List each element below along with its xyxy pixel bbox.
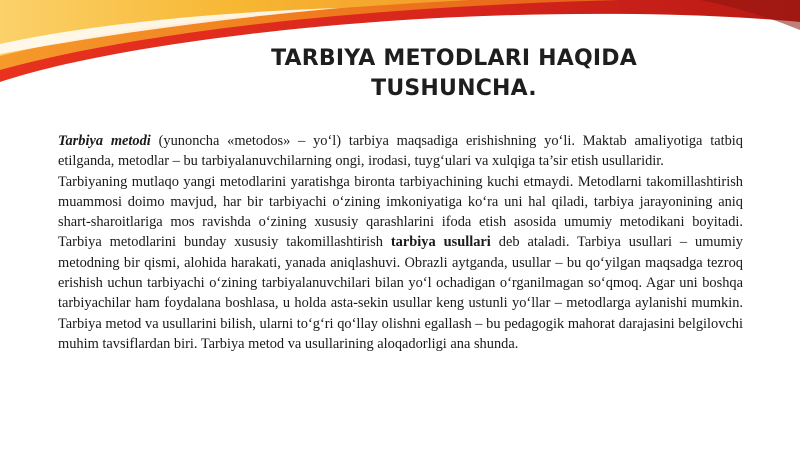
title-line-2: TUSHUNCHA. [371, 76, 537, 101]
paragraph-2-text-after: deb ataladi. Tarbiya usullari – umumiy metodning bir qismi, alohida harakati, yanada aniqlashuvi. Obrazli aytganda, usullar – bu qo‘yilgan maqsadga tezroq erishish uchun tarbiyachi o‘zining tarbiyalanuvchilari bilan yo‘l ochadigan o‘rganilmagan so‘qmoq. Agar uni boshqa tarbiyachilar ham foydalana boshlasa, u holda asta-sekin usullar keng ustunli yo‘llar – metodlarga aylanishi mumkin. Tarbiya metod va usullarini bilish, ularni to‘g‘ri qo‘llay olishni egallash – bu pedagogik mahorat darajasini belgilovchi muhim tavsiflardan biri. Tarbiya metod va usullarining aloqadorligi ana shunda. [58, 234, 744, 352]
paragraph-1-text: (yunoncha «metodos» – yo‘l) tarbiya maqsadiga erishishning yo‘li. Maktab amaliyotiga tatbiq etilganda, metodlar – bu tarbiyalanuvchilarning ongi, irodasi, tuyg‘ulari va xulqiga ta’sir etish usullaridir. [58, 133, 743, 170]
term-tarbiya-metodi: Tarbiya metodi [58, 133, 151, 149]
page-title [228, 44, 680, 104]
paragraph-2-text-before: Tarbiyaning mutlaqo yangi metodlarini yaratishga bironta tarbiyachining kuchi etmaydi. Metodlarni takomillashtirish muammosi doimo mavjud, har bir tarbiyachi o‘zining imkoniyatiga ko‘ra uni hal qiladi, tarbiya jarayonining aniq shart-sharoitlariga mos ravishda o‘zining xususiy qarashlarini ifoda etish asosida umumiy metodikani boyitadi. Tarbiya metodlarini bunday xususiy takomillashtirish [58, 173, 743, 251]
paragraph-1 [58, 131, 743, 172]
term-tarbiya-usullari: tarbiya usullari [390, 234, 491, 251]
paragraph-2 [58, 172, 743, 355]
body-text [58, 131, 743, 354]
title-line-1: TARBIYA METODLARI HAQIDA [271, 46, 637, 71]
